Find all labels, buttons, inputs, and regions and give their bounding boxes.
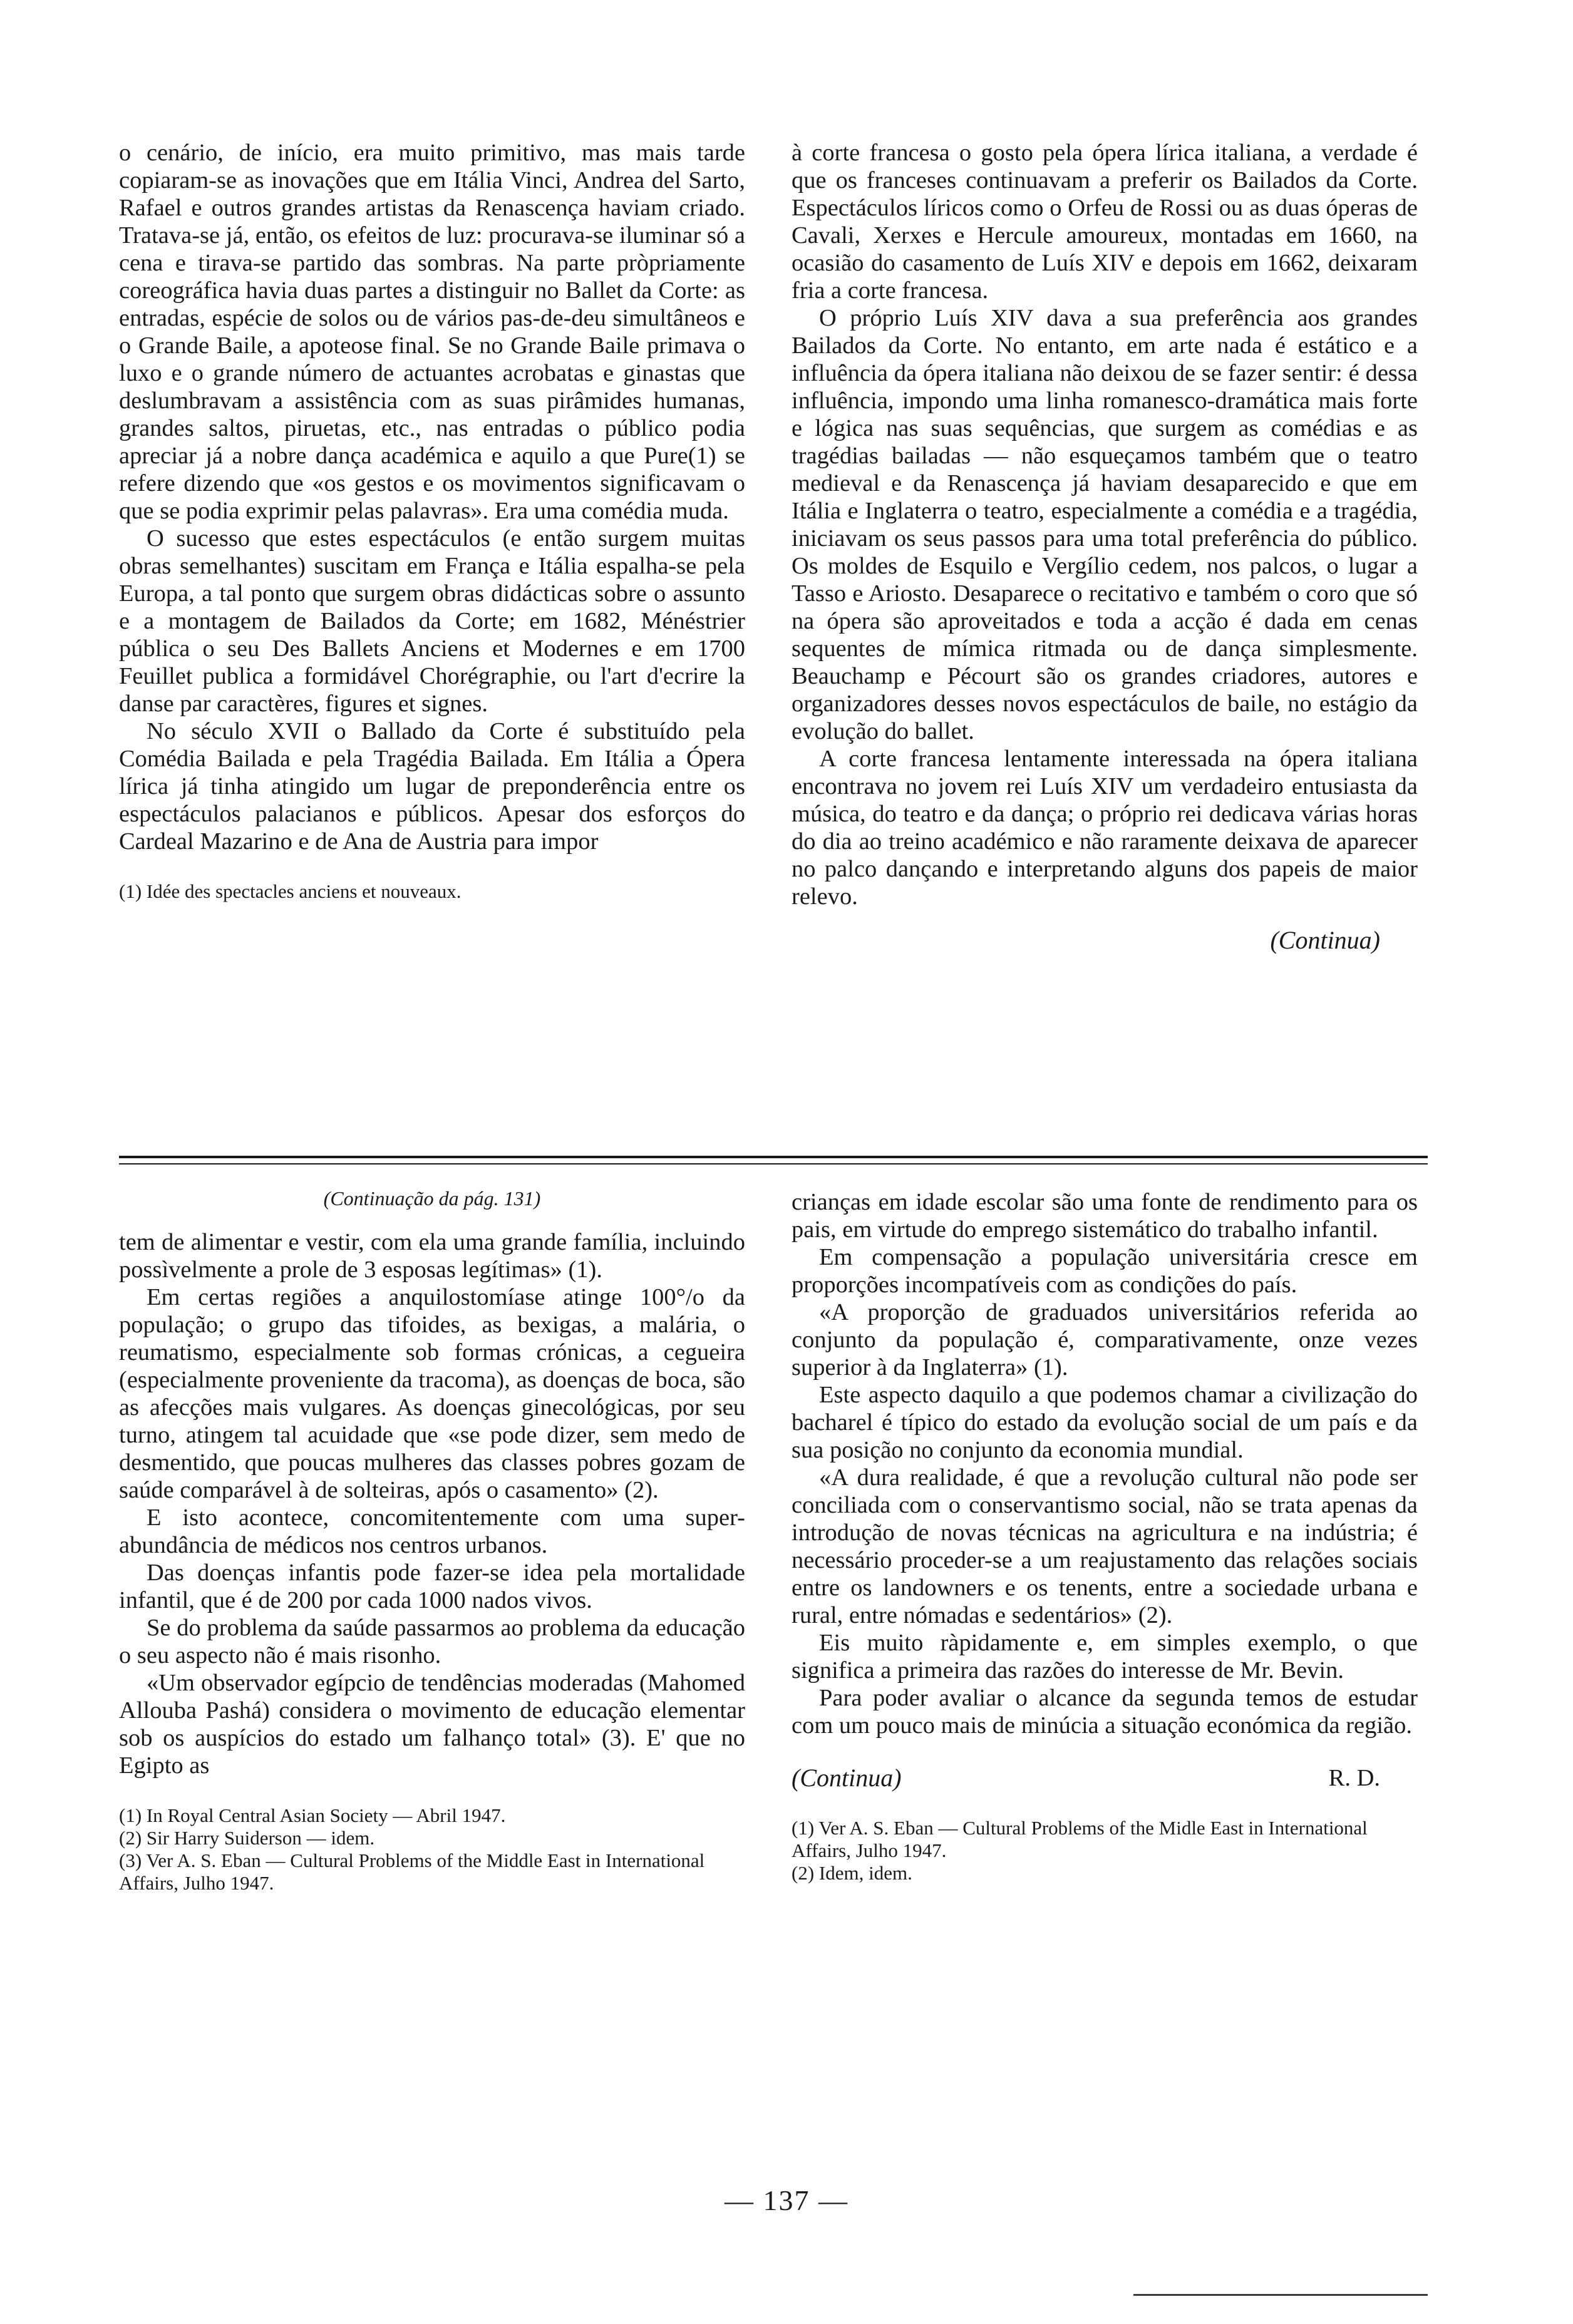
paragraph: «A proporção de graduados universitários referida ao conjunto da população é, comparativamente, onze vezes superior à da Inglaterra» (1). [792,1299,1418,1381]
footnote: (3) Ver A. S. Eban — Cultural Problems of the Middle East in International Affairs, Julho 1947. [119,1849,705,1894]
paragraph: Para poder avaliar o alcance da segunda temos de estudar com um pouco mais de minúcia a situação económica da região. [792,1685,1418,1739]
bottom-article-left-column [119,1228,745,1895]
signature-row [792,1764,1418,1792]
paragraph: o cenário, de início, era muito primitivo, mas mais tarde copiaram-se as inovações que em Itália Vinci, Andrea del Sarto, Rafael e outros grandes artistas da Renascença haviam criado. Tratava-se já, então, os efeitos de luz: procurava-se iluminar só a cena e tirava-se partido das sombras. Na parte pròpriamente coreográfica havia duas partes a distinguir no Ballet da Corte: as entradas, espécie de solos ou de vários pas-de-deu simultâneos e o Grande Baile, a apoteose final. Se no Grande Baile primava o luxo e o grande número de actuantes acrobatas e ginastas que deslumbravam a assistência com as suas pirâmides humanas, grandes saltos, piruetas, etc., nas entradas o público podia apreciar já a nobre dança académica e aquilo a que Pure(1) se refere dizendo que «os gestos e os movimentos significavam o que se podia exprimir pelas palavras». Era uma comédia muda. [119,140,745,524]
paragraph: Em certas regiões a anquilostomíase atinge 100°/o da população; o grupo das tifoides, as bexigas, a malária, o reumatismo, especialmente sob formas crónicas, a cegueira (especialmente proveniente da tracoma), as doenças de boca, são as afecções mais vulgares. As doenças ginecológicas, por seu turno, atingem tal acuidade que «se pode dizer, sem medo de desmentido, que poucas mulheres das classes pobres gozam de saúde comparável à de solteiras, após o casamento» (2). [119,1284,745,1503]
paragraph: crianças em idade escolar são uma fonte de rendimento para os pais, em virtude do emprego sistemático do trabalho infantil. [792,1189,1418,1243]
print-mark [1133,2294,1428,2296]
paragraph: E isto acontece, concomitentemente com uma super-abundância de médicos nos centros urbanos. [119,1504,745,1558]
paragraph: O sucesso que estes espectáculos (e então surgem muitas obras semelhantes) suscitam em França e Itália espalha-se pela Europa, a tal ponto que surgem obras didácticas sobre o assunto e a montagem de Bailados da Corte; em 1682, Ménéstrier pública o seu Des Ballets Anciens et Modernes e em 1700 Feuillet publica a formidável Chorégraphie, ou l'art d'ecrire la danse par caractères, figures et signes. [119,525,745,717]
section-divider-thick [119,1156,1428,1158]
section-divider-thin [119,1163,1428,1165]
paragraph: tem de alimentar e vestir, com ela uma grande família, incluindo possìvelmente a prole de 3 esposas legítimas» (1). [119,1229,745,1283]
footnote: (2) Idem, idem. [792,1862,912,1884]
footnote: (1) In Royal Central Asian Society — Abril 1947. [119,1804,506,1826]
paragraph: No século XVII o Ballado da Corte é substituído pela Comédia Bailada e pela Tragédia Bailada. Em Itália a Ópera lírica já tinha atingido um lugar de preponderência entre os espectáculos palacianos e públicos. Apesar dos esforços do Cardeal Mazarino e de Ana de Austria para impor [119,718,745,855]
paragraph: «Um observador egípcio de tendências moderadas (Mahomed Allouba Pashá) considera o movimento de educação elementar sob os auspícios do estado um falhanço total» (3). E' que no Egipto as [119,1670,745,1779]
paragraph: O próprio Luís XIV dava a sua preferência aos grandes Bailados da Corte. No entanto, em arte nada é estático e a influência da ópera italiana não deixou de se fazer sentir: é dessa influência, impondo uma linha romanesco-dramática mais forte e lógica nas suas sequências, que surgem as comédias e as tragédias bailadas — não esqueçamos também que o teatro medieval e da Renascença já haviam desaparecido e que em Itália e Inglaterra o teatro, especialmente a comédia e a tragédia, iniciavam os seus passos para uma total preferência do público. Os moldes de Esquilo e Vergílio cedem, nos palcos, o lugar a Tasso e Ariosto. Desaparece o recitativo e também o coro que só na ópera são aproveitados e toda a acção é dada em cenas sequentes de mímica ritmada ou de dança simplesmente. Beauchamp e Pécourt são os grandes criadores, autores e organizadores desses novos espectáculos de baile, no estágio da evolução do ballet. [792,305,1418,744]
bottom-article-right-column [792,1188,1418,1884]
author-signature: R. D. [1328,1765,1380,1791]
paragraph: «A dura realidade, é que a revolução cultural não pode ser conciliada com o conservantismo social, não se trata apenas da introdução de novas técnicas na agricultura e na indústria; é necessário proceder-se a um reajustamento das relações sociais entre os landowners e os tenents, entre a sociedade urbana e rural, entre nómadas e sedentários» (2). [792,1464,1418,1628]
footnote: (2) Sir Harry Suiderson — idem. [119,1827,375,1849]
continua-label: (Continua) [1270,926,1380,954]
footnote: (1) Idée des spectacles anciens et nouveaux. [119,880,462,902]
paragraph: Das doenças infantis pode fazer-se idea pela mortalidade infantil, que é de 200 por cada 1000 nados vivos. [119,1560,745,1613]
continuation-header: (Continuação da pág. 131) [323,1187,541,1210]
footnote: (1) Ver A. S. Eban — Cultural Problems of the Midle East in International Affairs, Julho 1947. [792,1817,1368,1861]
paragraph: Este aspecto daquilo a que podemos chamar a civilização do bacharel é típico do estado da evolução social de um país e da sua posição no conjunto da economia mundial. [792,1382,1418,1463]
continua-label: (Continua) [792,1764,902,1792]
page-number: — 137 — [725,2184,848,2216]
paragraph: Eis muito ràpidamente e, em simples exemplo, o que significa a primeira das razões do interesse de Mr. Bevin. [792,1630,1418,1684]
top-article-right-column [792,139,1418,955]
paragraph: à corte francesa o gosto pela ópera lírica italiana, a verdade é que os franceses continuavam a preferir os Bailados da Corte. Espectáculos líricos como o Orfeu de Rossi ou as duas óperas de Cavali, Xerxes e Hercule amoureux, montadas em 1660, na ocasião do casamento de Luís XIV e depois em 1662, deixaram fria a corte francesa. [792,140,1418,304]
top-article-left-column [119,139,745,903]
paragraph: A corte francesa lentamente interessada na ópera italiana encontrava no jovem rei Luís XIV um verdadeiro entusiasta da música, do teatro e da dança; o próprio rei dedicava várias horas do dia ao treino académico e não raramente deixava de aparecer no palco dançando e interpretando alguns dos papeis de maior relevo. [792,746,1418,910]
paragraph: Se do problema da saúde passarmos ao problema da educação o seu aspecto não é mais risonho. [119,1615,745,1668]
paragraph: Em compensação a população universitária cresce em proporções incompatíveis com as condições do país. [792,1244,1418,1298]
